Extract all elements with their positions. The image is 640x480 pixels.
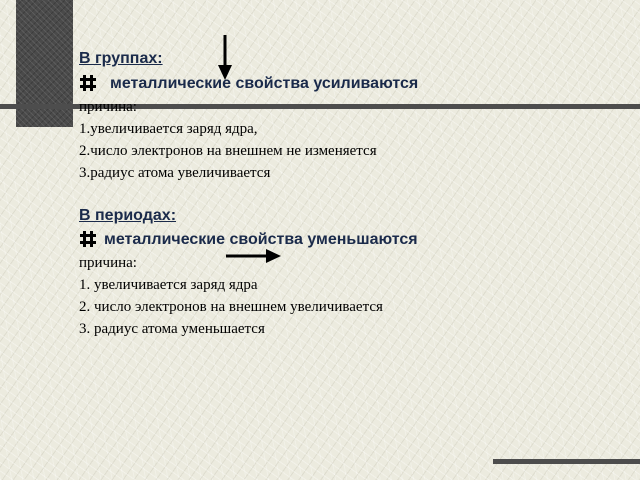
hash-bullet-icon [79,74,97,92]
periods-reason-label: причина: [79,255,137,271]
arrow-right-icon [226,248,282,264]
periods-reason-3: 3. радиус атома уменьшается [79,321,265,337]
periods-reason-1: 1. увеличивается заряд ядра [79,277,258,293]
periods-heading: В периодах: [79,207,177,224]
bottom-divider [493,459,640,464]
groups-reason-label: причина: [79,99,137,115]
groups-reason-3: 3.радиус атома увеличивается [79,165,271,181]
groups-reason-1: 1.увеличивается заряд ядра, [79,121,258,137]
groups-property: металлические свойства усиливаются [110,75,419,92]
hash-bullet-icon [79,230,97,248]
groups-heading: В группах: [79,50,163,67]
periods-property: металлические свойства уменьшаются [104,231,418,248]
periods-reason-2: 2. число электронов на внешнем увеличивается [79,299,383,315]
groups-reason-2: 2.число электронов на внешнем не изменяется [79,143,377,159]
